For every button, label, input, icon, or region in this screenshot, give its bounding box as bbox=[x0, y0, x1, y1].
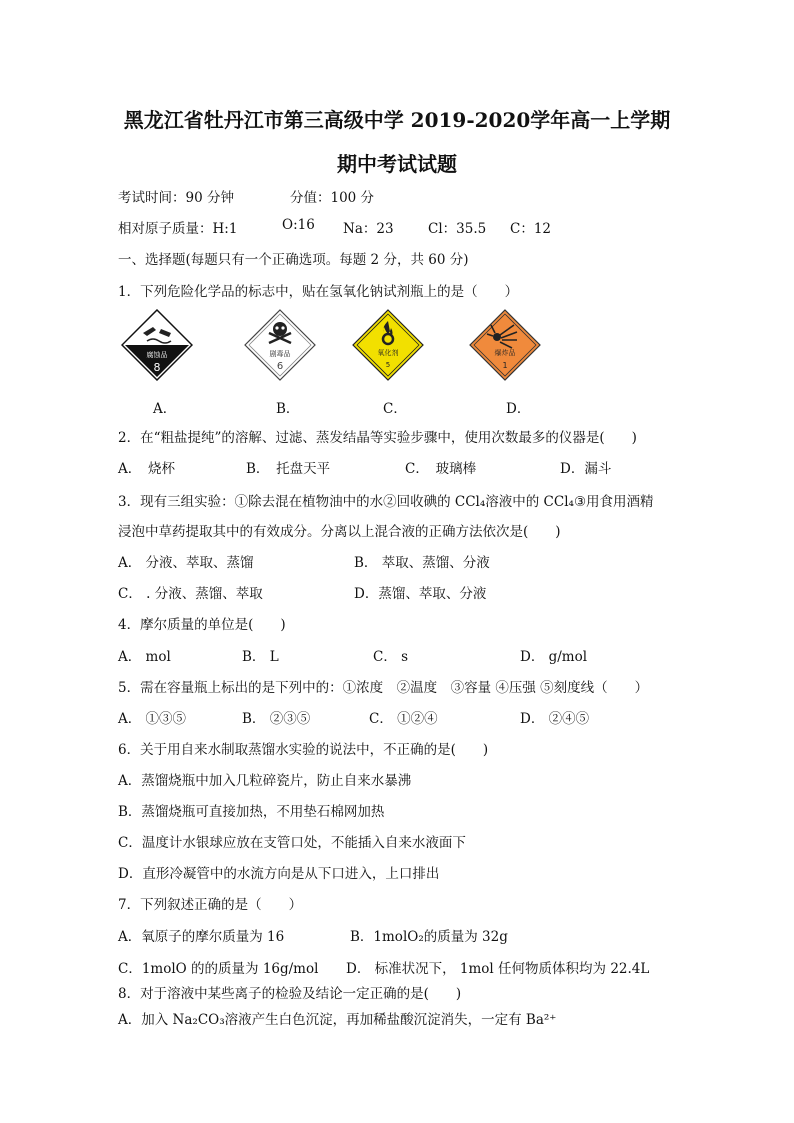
question-6-stem: 6．关于用自来水制取蒸馏水实验的说法中，不正确的是( ) bbox=[118, 742, 489, 758]
exam-time: 考试时间：90 分钟 bbox=[118, 190, 234, 206]
page-title: 黑龙江省牡丹江市第三高级中学 2019-2020学年高一上学期 bbox=[123, 108, 671, 132]
question-8-stem: 8．对于溶液中某些离子的检验及结论一定正确的是( ) bbox=[118, 986, 462, 1002]
symbol-number: 1 bbox=[502, 361, 508, 370]
q7-option-d: D． 标准状况下， 1mol 任何物质体积均为 22.4L bbox=[346, 961, 650, 977]
q3-option-a: A． 分液、萃取、蒸馏 bbox=[118, 555, 254, 571]
explosion-icon bbox=[469, 309, 541, 381]
q3-option-d: D．蒸馏、萃取、分液 bbox=[354, 586, 487, 602]
atomic-mass-cl: Cl：35.5 bbox=[428, 221, 487, 237]
section-heading: 一、选择题(每题只有一个正确选项。每题 2 分，共 60 分) bbox=[118, 252, 469, 268]
q6-option-b: B．蒸馏烧瓶可直接加热，不用垫石棉网加热 bbox=[118, 804, 385, 820]
q7-option-c: C．1molO 的的质量为 16g/mol bbox=[118, 961, 319, 977]
q5-option-d: D． ②④⑤ bbox=[520, 711, 590, 727]
symbol-number: 8 bbox=[153, 361, 161, 374]
q5-option-c: C． ①②④ bbox=[369, 711, 438, 727]
question-3-stem-line1: 3．现有三组实验：①除去混在植物油中的水②回收碘的 CCl₄溶液中的 CCl₄③用食用酒精 bbox=[118, 494, 654, 510]
q7-option-a: A．氧原子的摩尔质量为 16 bbox=[118, 929, 285, 945]
page-subtitle: 期中考试试题 bbox=[337, 152, 457, 176]
q2-option-c: C． 玻璃棒 bbox=[405, 461, 477, 477]
question-5-stem: 5．需在容量瓶上标出的是下列中的：①浓度 ②温度 ③容量 ④压强 ⑤刻度线（ ） bbox=[118, 680, 649, 696]
q6-option-a: A．蒸馏烧瓶中加入几粒碎瓷片，防止自来水暴沸 bbox=[118, 773, 412, 789]
q1-option-d: D． bbox=[506, 401, 531, 417]
q1-option-c: C． bbox=[383, 401, 407, 417]
atomic-mass-na: Na：23 bbox=[343, 221, 394, 237]
q4-option-d: D． g/mol bbox=[520, 649, 588, 665]
q4-option-c: C． s bbox=[373, 649, 409, 665]
q2-option-b: B． 托盘天平 bbox=[246, 461, 331, 477]
question-7-stem: 7．下列叙述正确的是（ ） bbox=[118, 897, 303, 913]
q4-option-b: B． L bbox=[242, 649, 279, 665]
question-4-stem: 4．摩尔质量的单位是( ) bbox=[118, 617, 286, 633]
q4-option-a: A． mol bbox=[118, 649, 171, 665]
skull-icon bbox=[244, 309, 316, 381]
question-2-stem: 2．在“粗盐提纯”的溶解、过滤、蒸发结晶等实验步骤中，使用次数最多的仪器是( ) bbox=[118, 430, 637, 446]
q5-option-b: B． ②③⑤ bbox=[242, 711, 311, 727]
atomic-mass-label: 相对原子质量：H:1 bbox=[118, 221, 238, 237]
symbol-label: 爆炸品 bbox=[494, 349, 516, 357]
flame-over-circle-icon bbox=[352, 309, 424, 381]
q2-option-d: D．漏斗 bbox=[560, 461, 612, 477]
q1-option-a: A． bbox=[153, 401, 177, 417]
q6-option-c: C．温度计水银球应放在支管口处，不能插入自来水液面下 bbox=[118, 835, 466, 851]
symbol-number: 5 bbox=[385, 361, 391, 369]
atomic-mass-c: C：12 bbox=[510, 221, 552, 237]
q8-option-a: A．加入 Na₂CO₃溶液产生白色沉淀，再加稀盐酸沉淀消失，一定有 Ba²⁺ bbox=[118, 1012, 557, 1028]
q5-option-a: A． ①③⑤ bbox=[118, 711, 187, 727]
atomic-mass-o: O:16 bbox=[282, 217, 315, 233]
question-1-stem: 1．下列危险化学品的标志中，贴在氢氧化钠试剂瓶上的是（ ） bbox=[118, 284, 519, 300]
symbol-label: 剧毒品 bbox=[269, 350, 291, 358]
symbol-label: 氧化剂 bbox=[377, 349, 399, 357]
q6-option-d: D．直形冷凝管中的水流方向是从下口进入，上口排出 bbox=[118, 866, 440, 882]
q2-option-a: A． 烧杯 bbox=[118, 461, 175, 477]
q1-option-b: B． bbox=[276, 401, 300, 417]
q3-option-c: C． . 分液、蒸馏、萃取 bbox=[118, 586, 263, 602]
q7-option-b: B．1molO₂的质量为 32g bbox=[350, 929, 508, 945]
corrosive-icon bbox=[121, 309, 193, 381]
question-3-stem-line2: 浸泡中草药提取其中的有效成分。分离以上混合液的正确方法依次是( ) bbox=[118, 524, 561, 540]
exam-score: 分值：100 分 bbox=[290, 190, 375, 206]
symbol-number: 6 bbox=[276, 361, 284, 372]
q3-option-b: B． 萃取、蒸馏、分液 bbox=[354, 555, 490, 571]
symbol-label: 腐蚀品 bbox=[146, 351, 168, 359]
